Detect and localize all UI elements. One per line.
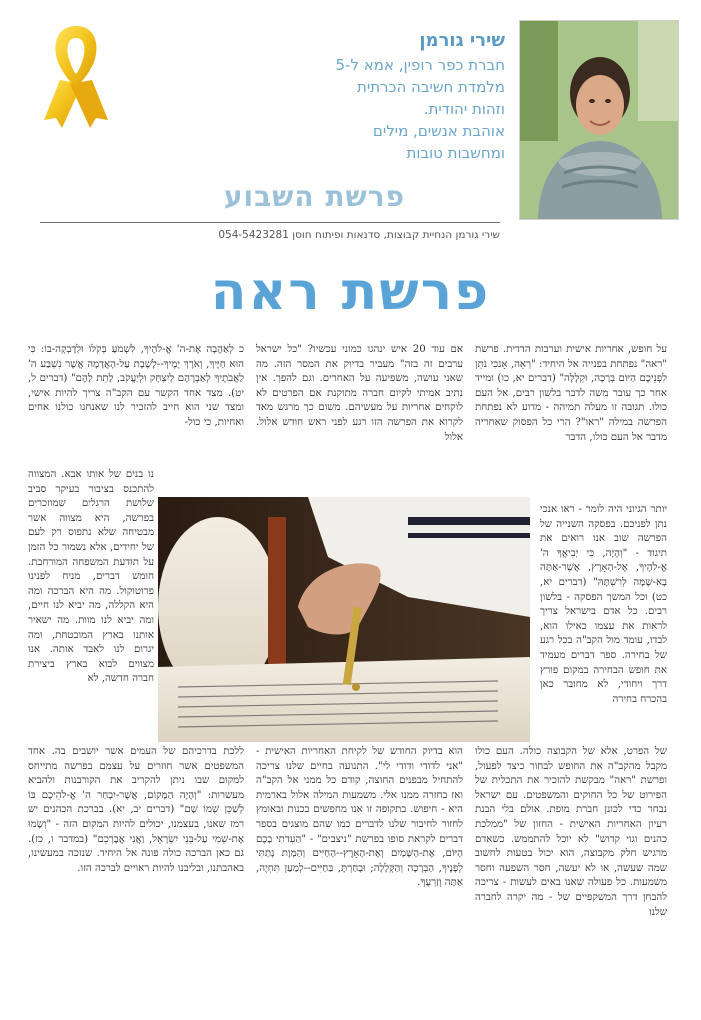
article-column-left-side xyxy=(28,468,154,745)
torah-scroll-photo xyxy=(158,497,530,742)
paragraph: על חופש, אחריות אישית וערבות הדדית. פרשת "ראה" נפתחת בפנייה אל היחיד: "רְאֵה, אָנֹכִי נֹתֵן לִפְנֵיכֶם הַיּוֹם בְּרָכָה, וּקְלָלָה" (דברים יא, כו) ומייד אחר כך עובר משה לדבר בלשון רבים, אל העם כולו. תגובה זו מעלה תמיהה - מדוע לא נפתחת הפרשה במילה "ראו"? הרי כל הפסוק שאחריה מדבר אל העם כולו, הדבר xyxy=(475,344,667,443)
paragraph: הוא בדיוק החודש של לקיחת האחריות האישית - "אני לדודי ודודי לי". התנועה בחיים שלנו צריכה להתחיל מבפנים החוצה, קודם כל ממני אל הקב"ה ואז בחזרה ממנו אלי. משמעות המילה אלול בארמית היא - חיפוש. בתקופה זו אנו מחפשים בכנות ובאומץ לחזור לחיבור שלנו לדברים כמו שהם מוצגים בספר דברים לקראת סופו בפרשת "ניצבים" - "הַעִדֹתִי בָכֶם הַיּוֹם, אֶת-הַשָּׁמַיִם וְאֶת-הָאָרֶץ--הַחַיִּים וְהַמָּוֶת נָתַתִּי לְפָנֶיךָ, הַבְּרָכָה וְהַקְּלָלָה; וּבָחַרְתָּ, בַּחַיִּים--לְמַעַן תִּחְיֶה, אַתָּה וְזַרְעֶךָ. xyxy=(256,746,463,889)
paragraph: נו בנים של אותו אבא. המצווה להתכנס בציבור בעיקר סביב שלושת הרגלים שמוזכרים בפרשה, היא מצווה אשר מבטיחה שלא נתפוס רק לעם של יחידים, אלא נשמור כל הזמן על תודעת המשפחה המורחבת. חומש דברים, מניח לפנינו פרוטוקול. מה היא הברכה ומה היא הקללה, מה יביא לנו חיים, ומה יביא לנו מוות. מה ישאיר אותנו בארץ המובטחת, ומה יגרום לנו לאבד אותה. אנו מצווים לבוא בארץ ביצירת חברה חדשה, לא xyxy=(28,469,154,685)
page-title: פרשת ראה xyxy=(210,262,491,322)
yellow-ribbon-icon xyxy=(38,22,114,130)
article-column-right-bottom xyxy=(475,745,667,995)
section-label: פרשת השבוע xyxy=(223,180,405,213)
paragraph: של הפרט, אלא של הקבוצה כולה. העם כולו מקבל מהקב"ה את החופש לבחור כיצד לפעול, ופרשת "ראה" מבקשת להזכיר את התכלית של הפירוט של כל החוקים והמשפטים. עם ישראל נבחר כדי לכונן חברת מופת. אולם בלי הבנת רעיון האחריות האישית - החזון של "ממלכת כהנים וגוי קדוש" לא יוכל להתממש. כשאדם מרגיש חלק מקבוצה, הוא יכול בטעות לחשוב שמה שעשה, או לא יעשה, חסר השפעה וחסר משמעות. כל פעולה שאנו באים לעשות - צריכה להבחן דרך המשקפיים של - מה יקרה לחברה שלנו xyxy=(475,746,667,918)
article-column-right-side xyxy=(540,503,667,745)
author-photo xyxy=(519,20,679,220)
article-column-left-top xyxy=(28,343,244,468)
article-column-left-bottom xyxy=(28,745,244,995)
paragraph: יותר הגיוני היה לומר - ראו אנכי נתן לפניכם. בפסקה השנייה של הפרשה שוב אנו רואים את תיגוד - "וְהָיָה, כִּי יְבִיאֲךָ ה' אֱ-לֹהֶיךָ, אֶל-הָאָרֶץ, אֲשֶׁר-אַתָּה בָא-שָׁמָּה לְרִשְׁתָּהּ" (דברים יא, כט) וכל המשך הפסקה - בלשון רבים. כל אדם בישראל צריך לראות את עצמו כאילו הוא, לבדו, עומד מול הקב"ה בכל רגע של בחירה. ספר דברים מעמיד את חופש הבחירה במקום פורץ דרך ויחודי, לא מחובר כאן בהכרח בחירה xyxy=(540,504,667,705)
article-column-right-top xyxy=(475,343,667,503)
article-column-middle-bottom xyxy=(256,745,463,995)
paragraph: ללכת בדרכיהם של העמים אשר יושבים בה. אחד המשפטים אשר חוזרים על עצמם בפרשה מתייחס למקום שבו ניתן להקריב את הקורבנות ולהביא מעשרות: "וְהָיָה הַמָּקוֹם, אֲשֶׁר-יִבְחַר ה' אֱ-לֹהֵיכֶם בּוֹ לְשַׁכֵּן שְׁמוֹ שָׁם" (דברים יב, יא). בברכת הכהנים יש רמז שאנו, בעצמנו, יכולים להיות המקום הזה - "וְשָׂמוּ אֶת-שְׁמִי עַל-בְּנֵי יִשְׂרָאֵל, וַאֲנִי אֲבָרְכֵם" (במדבר ו, כז). גם כאן הברכה כולה פונה אל היחיד. שנזכה במעשינו, באהבתנו, ובליבנו להיות ראויים לברכה הזו. xyxy=(28,746,244,874)
divider xyxy=(40,222,500,223)
author-info xyxy=(305,30,505,164)
torah-scroll-image xyxy=(158,497,530,742)
author-name: שירי גורמן xyxy=(419,30,505,51)
author-bio: חברת כפר רופין, אמא ל-5 מלמדת חשיבה הכרתית וזהות יהודית. אוהבת אנשים, מילים ומחשבות טובות xyxy=(335,56,505,162)
paragraph: כ לְאַהֲבָה אֶת-ה' אֱ-לֹהֶיךָ, לִשְׁמֹעַ בְּקֹלוֹ וּלְדָבְקָה-בוֹ: כִּי הוּא חַיֶּיךָ, וְאֹרֶךְ יָמֶיךָ--לָשֶׁבֶת עַל-הָאֲדָמָה אֲשֶׁר נִשְׁבַּע ה' לַאֲבֹתֶיךָ לְאַבְרָהָם לְיִצְחָק וּלְיַעֲקֹב, לָתֵת לָהֶם" (דברים ל, יט). מצד אחד הקשר עם הקב"ה צריך להיות אישי, ומצד שני הוא חייב להזכיר לנו שאנחנו כולנו אחים ואחיות, כי כול- xyxy=(28,344,244,428)
paragraph: אם עוד 20 איש ינהגו כמוני עכשיו? "כל ישראל ערבים זה בזה" מעביר בדיוק את המסר הזה. מה שאני עושה, משפיעה על האחרים. וגם להפך. אין נתיב אמיתי לקיום חברה מתוקנת אם הפרטים לא לוקחים אחריות על מעשיהם. משום כך מרגש מאד לקרוא את הפרשה הזו רגע לפני ראש חודש אלול. אלול xyxy=(256,344,463,443)
author-portrait-image xyxy=(519,21,678,220)
article-column-middle-top xyxy=(256,343,463,463)
author-credit: שירי גורמן הנחיית קבוצות, סדנאות ופיתוח חוסן 054-5423281 xyxy=(218,229,500,241)
